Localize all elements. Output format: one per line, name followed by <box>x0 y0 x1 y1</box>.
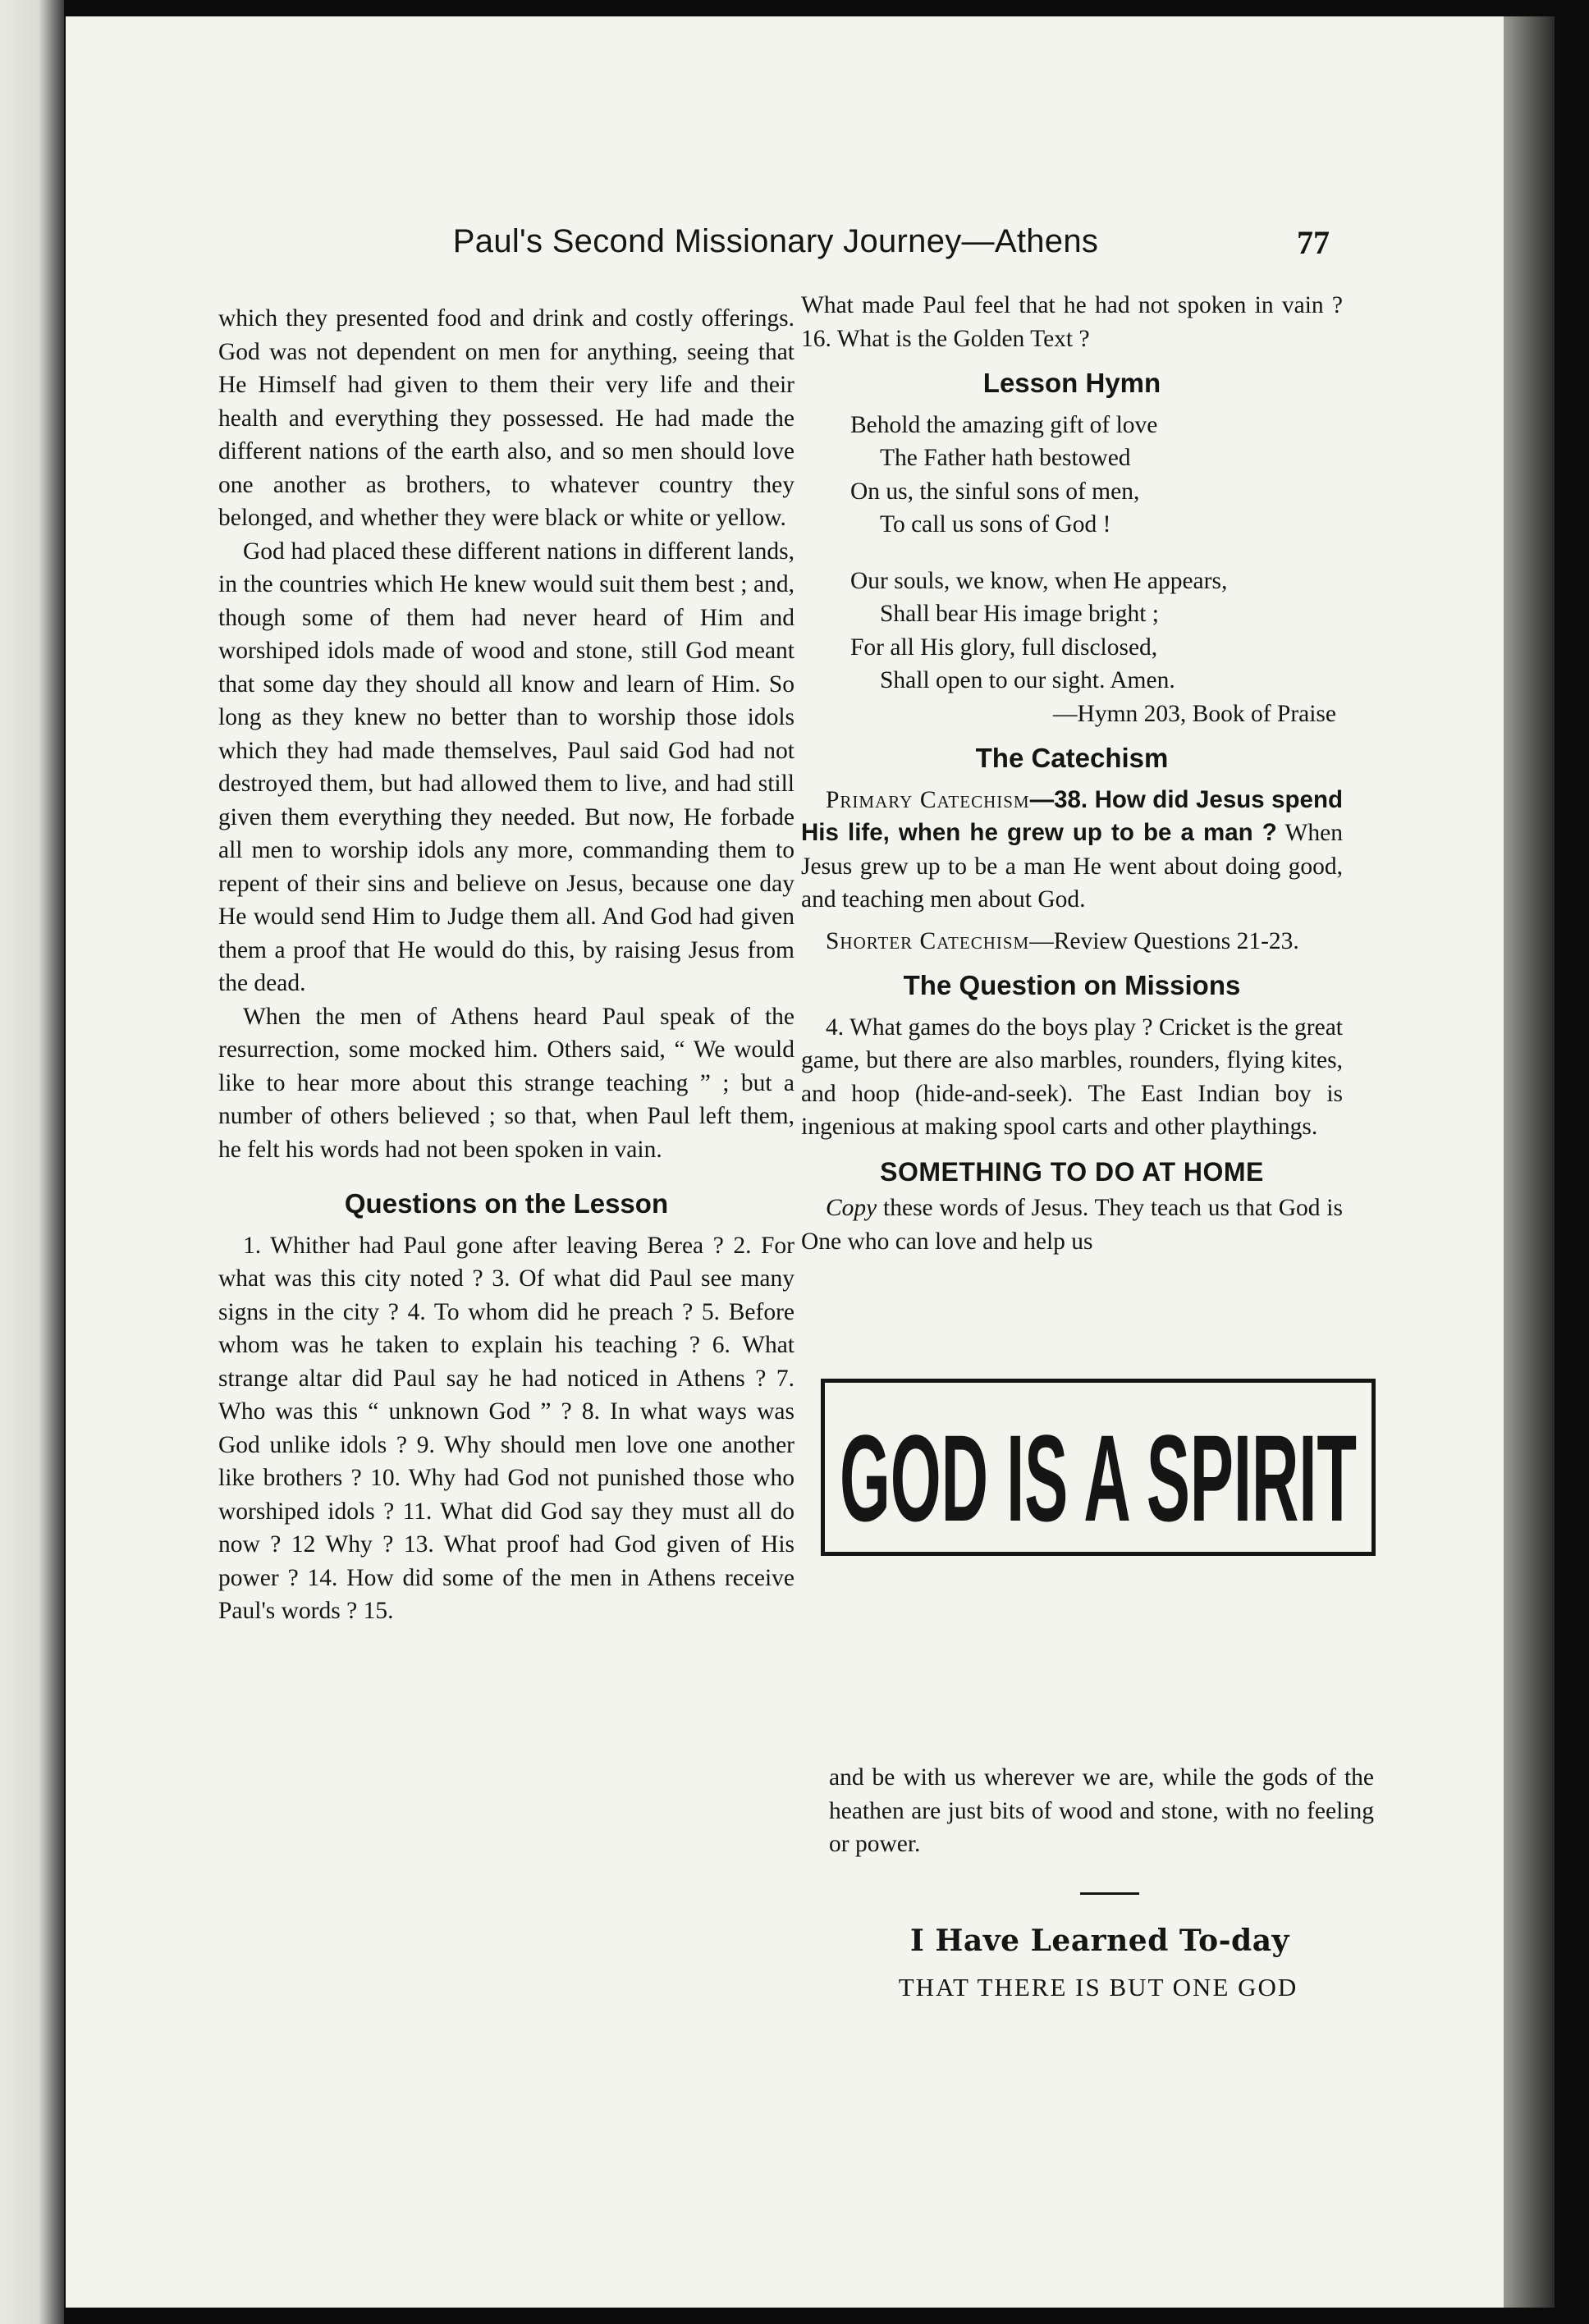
hymn-line: On us, the sinful sons of men, <box>850 478 1140 505</box>
home-instructions-text: these words of Jesus. They teach us that God is One who can love and help us <box>801 1195 1343 1255</box>
questions-heading: Questions on the Lesson <box>344 1188 669 1219</box>
primary-catechism-label: Primary Catechism <box>826 786 1030 813</box>
lesson-paragraph: When the men of Athens heard Paul speak of the resurrection, some mocked him. Others said, “ We would like to hear more about this strange teaching ” ; but a number of others believed ; so that, when Paul left them, he felt his words had not been spoken in vain. <box>218 1003 794 1163</box>
lesson-paragraph: which they presented food and drink and costly offerings. God was not dependent on men for anything, seeing that He Himself had given to them their very life and their health and everything they possessed. He had made the different nations of the earth also, and so men should love one another as brothers, to whatever country they belonged, and whether they were black or white or yellow. <box>218 305 794 531</box>
questions-list: 1. Whither had Paul gone after leaving Berea ? 2. For what was this city noted ? 3. Of what did Paul see many signs in the city ? 4. To whom did he preach ? 5. Before whom was he taken to explain his teaching ? 6. What strange altar did Paul say he had noticed in Athens ? 7. Who was this “ unknown God ” ? 8. In what ways was God unlike idols ? 9. Why should men love one another like brothers ? 10. Why had God not punished those who worshiped idols ? 11. What did God say they must all do now ? 12 Why ? 13. What proof had God given of His power ? 14. How did some of the men in Athens receive Paul's words ? 15. <box>218 1232 794 1624</box>
running-title: Paul's Second Missionary Journey—Athens <box>452 223 1099 259</box>
hymn-line: To call us sons of God ! <box>880 511 1111 538</box>
hymn-heading: Lesson Hymn <box>982 368 1161 398</box>
primary-catechism <box>801 784 1343 917</box>
lesson-hymn <box>801 409 1343 731</box>
god-is-a-spirit-lettering <box>825 1383 1371 1552</box>
hymn-line: For all His glory, full disclosed, <box>850 634 1158 661</box>
hymn-line: Our souls, we know, when He appears, <box>850 567 1228 594</box>
left-column <box>218 302 794 1628</box>
page-number: 77 <box>1297 224 1330 261</box>
hymn-credit: —Hymn 203, Book of Praise <box>1053 700 1336 727</box>
missions-heading: The Question on Missions <box>903 970 1241 1000</box>
shorter-catechism-label: Shorter Catechism <box>826 927 1030 954</box>
missions-answer: 4. What games do the boys play ? Cricket is the great game, but there are also marbles, rounders, flying kites, and hoop (hide-and-seek). The East Indian boy is ingenious at making spool carts and other playthings. <box>801 1013 1343 1140</box>
hymn-line: The Father hath bestowed <box>880 445 1131 471</box>
hymn-line: Shall open to our sight. Amen. <box>880 667 1175 693</box>
hymn-line: Behold the amazing gift of love <box>850 411 1158 438</box>
section-rule <box>1080 1892 1139 1895</box>
home-heading: SOMETHING TO DO AT HOME <box>880 1156 1264 1187</box>
right-column <box>801 289 1343 1258</box>
adjacent-page-edge <box>0 0 64 2324</box>
catechism-heading: The Catechism <box>975 743 1169 773</box>
home-copy-word: Copy <box>826 1195 877 1221</box>
shorter-catechism-text: —Review Questions 21-23. <box>1029 927 1299 954</box>
questions-continued: What made Paul feel that he had not spoken in vain ? 16. What is the Golden Text ? <box>801 292 1343 352</box>
lesson-paragraph: God had placed these different nations in different lands, in the countries which He knew would suit them best ; and, though some of them had never heard of Him and worshiped idols made of wood and stone, still God meant that some day they should all know and learn of Him. So long as they knew no better than to worship those idols which they had made themselves, Paul said God had not destroyed them, but had allowed them to live, and had still given them everything they needed. But now, He forbade all men to worship idols any more, commanding them to repent of their sins and believe on Jesus, because one day He would send Him to Judge them all. And God had given them a proof that He would do this, by raising Jesus from the dead. <box>218 538 794 996</box>
god-is-a-spirit-box <box>821 1379 1376 1556</box>
primary-catechism-question: —38. How did Jesus spend His life, when he grew up to be a man ? <box>801 785 1343 846</box>
home-instructions <box>801 1192 1343 1258</box>
shorter-catechism <box>801 925 1343 958</box>
home-instructions-continued: and be with us wherever we are, while the gods of the heathen are just bits of wood and stone, with no feeling or power. <box>829 1764 1374 1857</box>
hymn-line: Shall bear His image bright ; <box>880 601 1159 627</box>
page-edge-shadow <box>1504 16 1555 2308</box>
learned-text: THAT THERE IS BUT ONE GOD <box>898 1973 1298 2001</box>
learned-heading: I Have Learned To-day <box>910 1924 1289 1958</box>
god-is-a-spirit-text: GOD IS A SPIRIT <box>840 1409 1357 1547</box>
primary-catechism-answer: When Jesus grew up to be a man He went about doing good, and teaching men about God. <box>801 820 1343 913</box>
